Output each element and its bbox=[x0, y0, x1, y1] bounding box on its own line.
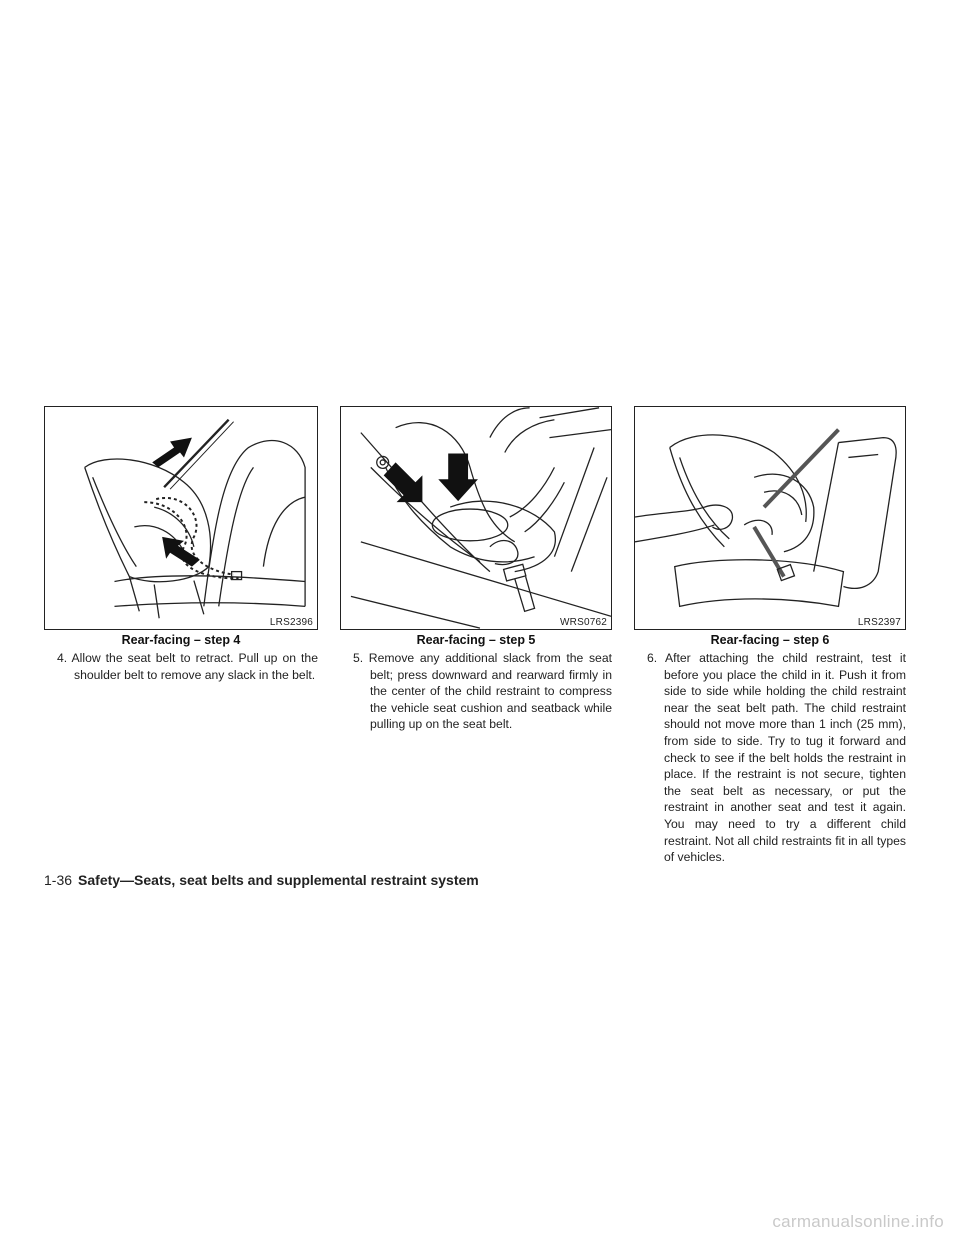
step-6-column bbox=[634, 406, 906, 866]
child-seat-illustration-step-6 bbox=[635, 407, 905, 629]
child-seat-illustration-step-5 bbox=[341, 407, 611, 629]
step-5-figure bbox=[340, 406, 612, 630]
figure-caption: Rear-facing – step 5 bbox=[416, 633, 536, 647]
step-6-figure bbox=[634, 406, 906, 630]
page-number: 1-36 bbox=[44, 872, 73, 888]
figure-caption: Rear-facing – step 6 bbox=[710, 633, 830, 647]
figure-caption: Rear-facing – step 4 bbox=[121, 633, 241, 647]
step-4-figure bbox=[44, 406, 318, 630]
step-text: 6. After attaching the child restraint, test it before you place the child in it. Push it from side to side while holding the child restraint near the seat belt path. The child restraint should not move more than 1 inch (25 mm), from side to side. Try to tug it forward and check to see if the belt holds the restraint in place. If the restraint is not secure, tighten the seat belt as necessary, or put the restraint in another seat and test it again. You may need to try a different child restraint. Not all child restraints fit in all types of vehicles. bbox=[647, 651, 906, 865]
step-text: 5. Remove any additional slack from the seat belt; press downward and rearward firmly in the center of the child restraint to compress the vehicle seat cushion and seatback while pulling up on the seat belt. bbox=[353, 651, 612, 732]
step-text: 4. Allow the seat belt to retract. Pull up on the shoulder belt to remove any slack in the belt. bbox=[57, 651, 318, 682]
step-5-column bbox=[340, 406, 612, 733]
page-footer bbox=[44, 872, 479, 888]
child-seat-illustration-step-4 bbox=[45, 407, 317, 629]
figure-code: LRS2396 bbox=[269, 617, 313, 628]
figure-code: WRS0762 bbox=[560, 617, 607, 628]
step-4-column bbox=[44, 406, 318, 683]
section-title: Safety—Seats, seat belts and supplemental restraint system bbox=[78, 872, 479, 888]
watermark: carmanualsonline.info bbox=[772, 1212, 944, 1231]
figure-code: LRS2397 bbox=[857, 617, 901, 628]
